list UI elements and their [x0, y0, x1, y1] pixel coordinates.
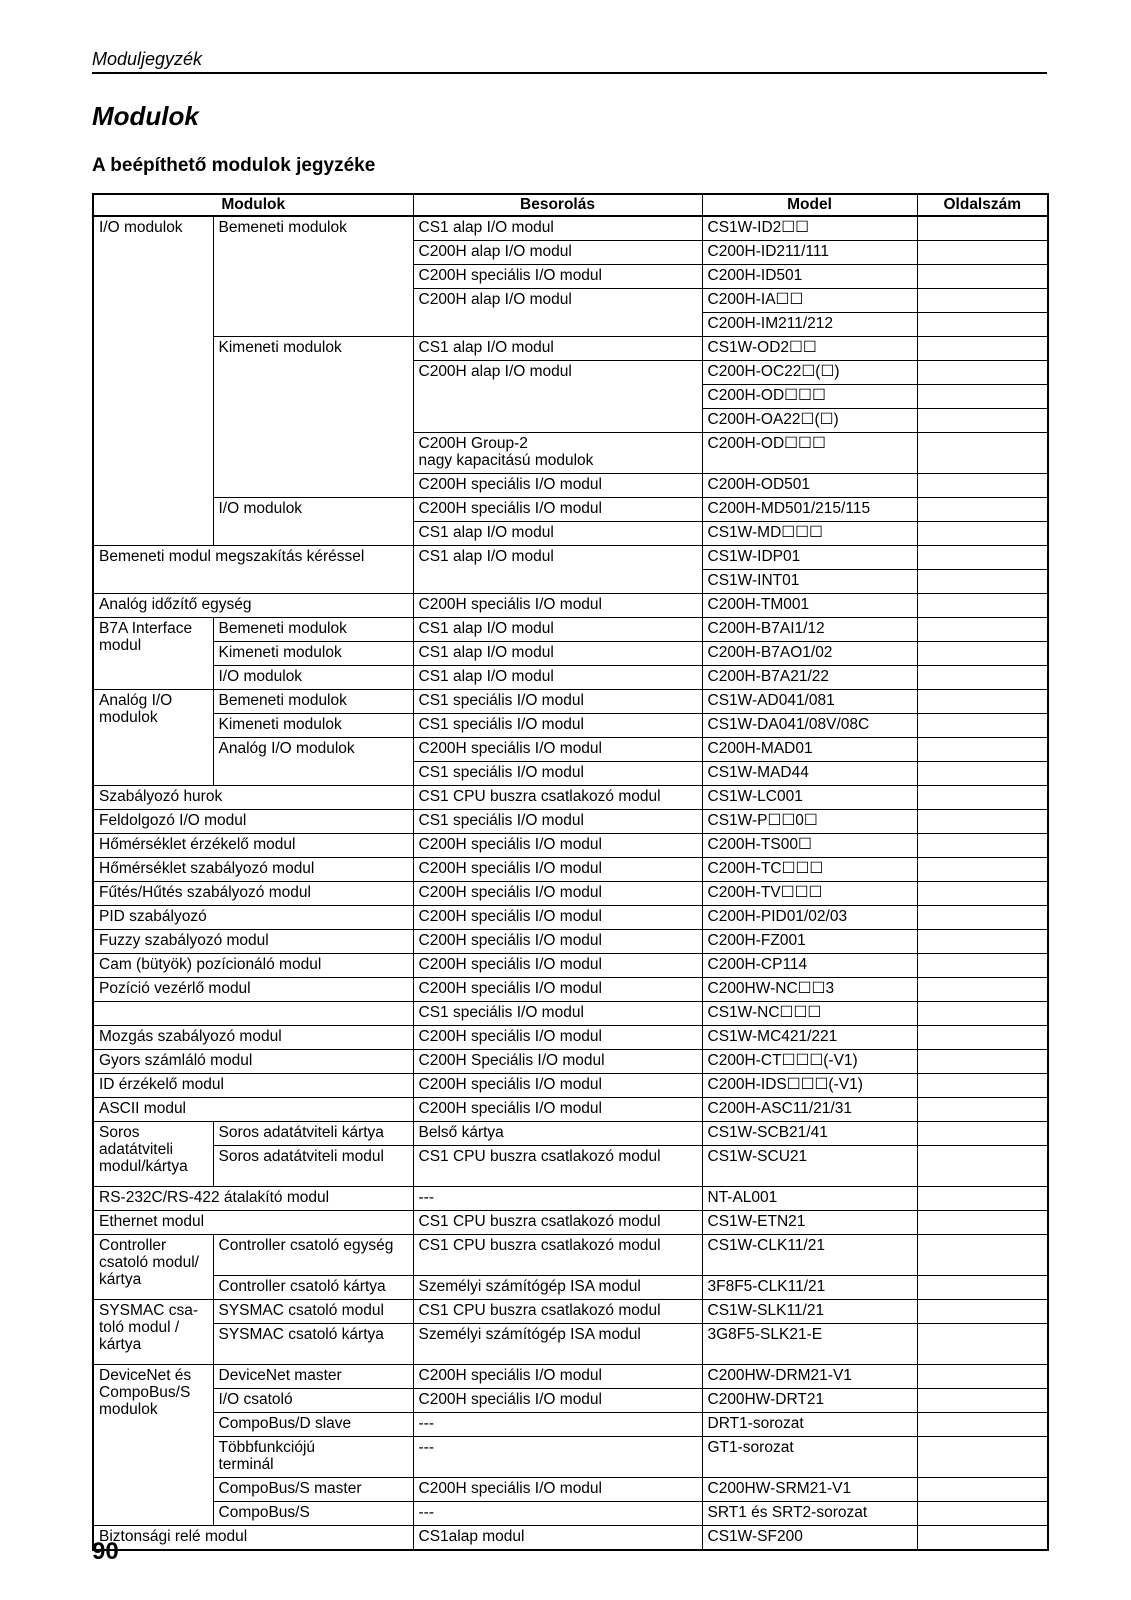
table-cell: CS1 speciális I/O modul	[413, 714, 702, 738]
table-cell: ID érzékelő modul	[93, 1074, 413, 1098]
table-cell: CompoBus/S	[213, 1502, 413, 1526]
table-cell: CS1W-ID2☐☐	[702, 216, 917, 241]
table-cell: C200H speciális I/O modul	[413, 1365, 702, 1389]
table-cell: C200H-B7A21/22	[702, 666, 917, 690]
table-cell: Gyors számláló modul	[93, 1050, 413, 1074]
table-cell: C200H Speciális I/O modul	[413, 1050, 702, 1074]
table-cell	[917, 361, 1048, 385]
table-cell: ---	[413, 1502, 702, 1526]
table-cell: CS1 CPU buszra csatlakozó modul	[413, 1235, 702, 1276]
table-row	[93, 1002, 1048, 1026]
table-cell: Pozíció vezérlő modul	[93, 978, 413, 1002]
table-cell	[917, 1002, 1048, 1026]
table-cell: CS1W-MAD44	[702, 762, 917, 786]
table-cell	[917, 1526, 1048, 1551]
table-cell: CS1W-DA041/08V/08C	[702, 714, 917, 738]
table-cell: C200H speciális I/O modul	[413, 906, 702, 930]
table-cell	[917, 1478, 1048, 1502]
table-cell: Fuzzy szabályozó modul	[93, 930, 413, 954]
table-cell	[917, 714, 1048, 738]
page-number: 90	[92, 1538, 119, 1565]
table-cell	[917, 337, 1048, 361]
table-cell: C200H-IDS☐☐☐(-V1)	[702, 1074, 917, 1098]
table-cell: C200HW-DRT21	[702, 1389, 917, 1413]
table-cell	[917, 409, 1048, 433]
table-cell: 3F8F5-CLK11/21	[702, 1276, 917, 1300]
table-cell: C200H-OC22☐(☐)	[702, 361, 917, 385]
table-cell	[917, 690, 1048, 714]
table-cell: CS1W-SCU21	[702, 1146, 917, 1187]
table-row	[93, 1413, 1048, 1437]
table-row	[93, 834, 1048, 858]
table-cell: Hőmérséklet érzékelő modul	[93, 834, 413, 858]
table-row	[93, 1122, 1048, 1146]
table-cell: Kimeneti modulok	[213, 714, 413, 738]
table-row	[93, 1146, 1048, 1187]
table-cell	[917, 546, 1048, 570]
section-title: Modulok	[92, 101, 199, 131]
table-row	[93, 858, 1048, 882]
column-header-model: Model	[702, 194, 917, 216]
table-cell: Controller csatoló modul/ kártya	[93, 1235, 213, 1300]
table-cell	[917, 289, 1048, 313]
table-cell: Controller csatoló kártya	[213, 1276, 413, 1300]
table-cell	[917, 642, 1048, 666]
table-cell: C200H-OD☐☐☐	[702, 433, 917, 474]
table-cell	[917, 1389, 1048, 1413]
table-cell	[917, 858, 1048, 882]
table-cell	[917, 810, 1048, 834]
table-cell	[917, 474, 1048, 498]
table-cell: CS1 alap I/O modul	[413, 337, 702, 361]
table-row	[93, 930, 1048, 954]
table-cell	[917, 1235, 1048, 1276]
table-cell: C200H alap I/O modul	[413, 241, 702, 265]
table-cell: C200H-CT☐☐☐(-V1)	[702, 1050, 917, 1074]
table-cell	[917, 1122, 1048, 1146]
column-header-besorolas: Besorolás	[413, 194, 702, 216]
table-cell: CS1 alap I/O modul	[413, 666, 702, 690]
table-cell	[917, 954, 1048, 978]
table-cell: CS1 speciális I/O modul	[413, 762, 702, 786]
table-cell: CS1 CPU buszra csatlakozó modul	[413, 1146, 702, 1187]
table-cell: Kimeneti modulok	[213, 642, 413, 666]
table-cell	[917, 1324, 1048, 1365]
table-cell: Soros adatátviteli kártya	[213, 1122, 413, 1146]
table-cell: Mozgás szabályozó modul	[93, 1026, 413, 1050]
table-cell: CS1W-MC421/221	[702, 1026, 917, 1050]
table-cell: I/O csatoló	[213, 1389, 413, 1413]
table-cell: C200H-FZ001	[702, 930, 917, 954]
table-cell: CS1W-AD041/081	[702, 690, 917, 714]
table-row	[93, 666, 1048, 690]
table-cell: CS1 alap I/O modul	[413, 642, 702, 666]
table-cell: ---	[413, 1437, 702, 1478]
table-row	[93, 1211, 1048, 1235]
table-cell: C200H speciális I/O modul	[413, 738, 702, 762]
table-cell	[917, 385, 1048, 409]
table-cell: CS1 speciális I/O modul	[413, 1002, 702, 1026]
table-cell: Analóg I/O modulok	[93, 690, 213, 786]
table-row	[93, 1437, 1048, 1478]
table-cell	[917, 906, 1048, 930]
table-cell: GT1-sorozat	[702, 1437, 917, 1478]
table-cell: CS1W-SLK11/21	[702, 1300, 917, 1324]
table-cell: CS1W-P☐☐0☐	[702, 810, 917, 834]
table-row	[93, 337, 1048, 361]
table-cell: C200H-IA☐☐	[702, 289, 917, 313]
module-list-table	[92, 193, 1049, 1551]
table-cell: Controller csatoló egység	[213, 1235, 413, 1276]
table-cell: C200H-B7AO1/02	[702, 642, 917, 666]
table-cell: C200HW-SRM21-V1	[702, 1478, 917, 1502]
table-cell: ASCII modul	[93, 1098, 413, 1122]
table-cell	[917, 1276, 1048, 1300]
table-cell	[917, 1365, 1048, 1389]
table-cell: Személyi számítógép ISA modul	[413, 1324, 702, 1365]
table-row	[93, 1026, 1048, 1050]
table-cell: ---	[413, 1187, 702, 1211]
running-head: Moduljegyzék	[92, 49, 203, 69]
column-header-oldalszam: Oldalszám	[917, 194, 1048, 216]
table-cell	[917, 594, 1048, 618]
table-cell: CS1 CPU buszra csatlakozó modul	[413, 1211, 702, 1235]
table-cell: Soros adatátviteli modul/kártya	[93, 1122, 213, 1187]
table-cell: C200H speciális I/O modul	[413, 930, 702, 954]
table-cell: Kimeneti modulok	[213, 337, 413, 498]
table-cell: Bemeneti modul megszakítás kéréssel	[93, 546, 413, 594]
table-cell: C200H speciális I/O modul	[413, 1098, 702, 1122]
table-cell: 3G8F5-SLK21-E	[702, 1324, 917, 1365]
table-row	[93, 1098, 1048, 1122]
table-cell: C200H alap I/O modul	[413, 361, 702, 433]
table-cell: CS1 CPU buszra csatlakozó modul	[413, 786, 702, 810]
table-row	[93, 810, 1048, 834]
table-cell: Személyi számítógép ISA modul	[413, 1276, 702, 1300]
table-cell: C200H-B7AI1/12	[702, 618, 917, 642]
table-cell: CS1 speciális I/O modul	[413, 690, 702, 714]
table-cell: Analóg I/O modulok	[213, 738, 413, 786]
table-cell: PID szabályozó	[93, 906, 413, 930]
table-row	[93, 1502, 1048, 1526]
table-cell: NT-AL001	[702, 1187, 917, 1211]
table-row	[93, 1365, 1048, 1389]
table-cell	[917, 1437, 1048, 1478]
table-cell: CS1alap modul	[413, 1526, 702, 1551]
table-cell	[917, 216, 1048, 241]
table-row	[93, 786, 1048, 810]
table-cell: C200H-OA22☐(☐)	[702, 409, 917, 433]
table-cell	[917, 666, 1048, 690]
table-cell: C200H speciális I/O modul	[413, 978, 702, 1002]
table-cell: C200H speciális I/O modul	[413, 954, 702, 978]
table-cell	[917, 786, 1048, 810]
table-cell	[917, 762, 1048, 786]
table-cell: SYSMAC csa- toló modul / kártya	[93, 1300, 213, 1365]
table-cell: Feldolgozó I/O modul	[93, 810, 413, 834]
table-row	[93, 714, 1048, 738]
table-cell	[917, 1074, 1048, 1098]
table-row	[93, 498, 1048, 522]
table-cell	[917, 498, 1048, 522]
table-cell	[917, 1187, 1048, 1211]
table-cell: Bemeneti modulok	[213, 216, 413, 337]
table-cell: SRT1 és SRT2-sorozat	[702, 1502, 917, 1526]
table-cell: Többfunkciójú terminál	[213, 1437, 413, 1478]
table-cell	[917, 1146, 1048, 1187]
table-cell: C200H-OD☐☐☐	[702, 385, 917, 409]
table-cell: C200H-TS00☐	[702, 834, 917, 858]
table-cell: C200H speciális I/O modul	[413, 1074, 702, 1098]
table-cell	[917, 978, 1048, 1002]
table-cell: CS1W-SCB21/41	[702, 1122, 917, 1146]
table-body	[93, 216, 1048, 1550]
table-cell: C200H-TV☐☐☐	[702, 882, 917, 906]
column-header-modulok: Modulok	[93, 194, 413, 216]
table-cell	[93, 1002, 413, 1026]
table-row	[93, 882, 1048, 906]
table-cell	[917, 313, 1048, 337]
table-cell: CS1 CPU buszra csatlakozó modul	[413, 1300, 702, 1324]
table-row	[93, 642, 1048, 666]
table-cell	[917, 1300, 1048, 1324]
table-cell: C200H speciális I/O modul	[413, 498, 702, 522]
header-rule	[92, 72, 1047, 74]
table-cell	[917, 882, 1048, 906]
table-row	[93, 978, 1048, 1002]
table-cell: C200H-OD501	[702, 474, 917, 498]
table-cell: CS1W-INT01	[702, 570, 917, 594]
table-cell: Bemeneti modulok	[213, 618, 413, 642]
table-cell: Szabályozó hurok	[93, 786, 413, 810]
table-cell: DeviceNet master	[213, 1365, 413, 1389]
table-cell	[917, 1098, 1048, 1122]
table-row	[93, 954, 1048, 978]
table-cell: I/O modulok	[213, 498, 413, 546]
table-cell	[917, 241, 1048, 265]
table-cell: CS1 alap I/O modul	[413, 522, 702, 546]
table-cell	[917, 738, 1048, 762]
table-cell: Belső kártya	[413, 1122, 702, 1146]
table-row	[93, 1300, 1048, 1324]
table-cell: CS1W-CLK11/21	[702, 1235, 917, 1276]
table-row	[93, 1187, 1048, 1211]
table-cell: CS1 alap I/O modul	[413, 216, 702, 241]
table-cell: SYSMAC csatoló modul	[213, 1300, 413, 1324]
table-cell: CS1W-MD☐☐☐	[702, 522, 917, 546]
table-cell: C200H speciális I/O modul	[413, 834, 702, 858]
table-cell: Ethernet modul	[93, 1211, 413, 1235]
table-cell: C200H-CP114	[702, 954, 917, 978]
table-cell	[917, 433, 1048, 474]
table-row	[93, 1526, 1048, 1551]
table-cell: C200H-ID211/111	[702, 241, 917, 265]
table-cell	[917, 1502, 1048, 1526]
table-cell: C200H-PID01/02/03	[702, 906, 917, 930]
table-row	[93, 618, 1048, 642]
table-cell	[917, 1413, 1048, 1437]
table-cell: SYSMAC csatoló kártya	[213, 1324, 413, 1365]
table-cell	[917, 522, 1048, 546]
table-cell: CS1W-SF200	[702, 1526, 917, 1551]
table-cell: RS-232C/RS-422 átalakító modul	[93, 1187, 413, 1211]
table-cell: I/O modulok	[213, 666, 413, 690]
table-cell	[917, 1050, 1048, 1074]
table-cell: CS1 speciális I/O modul	[413, 810, 702, 834]
table-cell: CS1W-NC☐☐☐	[702, 1002, 917, 1026]
table-row	[93, 1478, 1048, 1502]
table-row	[93, 594, 1048, 618]
table-cell: Biztonsági relé modul	[93, 1526, 413, 1551]
table-cell: C200H speciális I/O modul	[413, 1026, 702, 1050]
table-row	[93, 1276, 1048, 1300]
table-cell: C200H speciális I/O modul	[413, 882, 702, 906]
table-row	[93, 216, 1048, 241]
table-cell	[917, 930, 1048, 954]
table-cell	[917, 834, 1048, 858]
table-cell: CS1 alap I/O modul	[413, 618, 702, 642]
table-cell: CS1W-IDP01	[702, 546, 917, 570]
table-cell: Fűtés/Hűtés szabályozó modul	[93, 882, 413, 906]
table-row	[93, 1324, 1048, 1365]
table-row	[93, 1050, 1048, 1074]
table-row	[93, 1235, 1048, 1276]
table-row	[93, 738, 1048, 762]
table-cell: ---	[413, 1413, 702, 1437]
table-cell: C200H Group-2 nagy kapacitású modulok	[413, 433, 702, 474]
table-cell	[917, 618, 1048, 642]
table-cell: CompoBus/D slave	[213, 1413, 413, 1437]
table-cell: Hőmérséklet szabályozó modul	[93, 858, 413, 882]
table-cell: Analóg időzítő egység	[93, 594, 413, 618]
table-cell: C200H-MAD01	[702, 738, 917, 762]
table-row	[93, 690, 1048, 714]
table-cell: C200H-ID501	[702, 265, 917, 289]
table-cell	[917, 265, 1048, 289]
table-row	[93, 546, 1048, 570]
table-cell: B7A Interface modul	[93, 618, 213, 690]
table-cell	[917, 1211, 1048, 1235]
table-row	[93, 1074, 1048, 1098]
table-cell: CS1 alap I/O modul	[413, 546, 702, 594]
table-cell: I/O modulok	[93, 216, 213, 546]
table-cell: C200HW-NC☐☐3	[702, 978, 917, 1002]
table-cell: CompoBus/S master	[213, 1478, 413, 1502]
table-row	[93, 906, 1048, 930]
table-cell: C200H-MD501/215/115	[702, 498, 917, 522]
table-cell: C200H speciális I/O modul	[413, 594, 702, 618]
table-cell: C200H alap I/O modul	[413, 289, 702, 337]
table-header-row	[93, 194, 1048, 216]
table-cell: C200HW-DRM21-V1	[702, 1365, 917, 1389]
table-cell: CS1W-OD2☐☐	[702, 337, 917, 361]
table-cell: Bemeneti modulok	[213, 690, 413, 714]
table-cell: CS1W-LC001	[702, 786, 917, 810]
table-cell: CS1W-ETN21	[702, 1211, 917, 1235]
table-cell: C200H-TC☐☐☐	[702, 858, 917, 882]
table-cell: C200H speciális I/O modul	[413, 265, 702, 289]
table-cell: C200H speciális I/O modul	[413, 1478, 702, 1502]
table-cell: C200H-TM001	[702, 594, 917, 618]
table-cell: C200H speciális I/O modul	[413, 858, 702, 882]
table-cell	[917, 1026, 1048, 1050]
table-cell: C200H speciális I/O modul	[413, 1389, 702, 1413]
table-cell: DeviceNet és CompoBus/S modulok	[93, 1365, 213, 1526]
table-cell: C200H-IM211/212	[702, 313, 917, 337]
subsection-title: A beépíthető modulok jegyzéke	[92, 155, 376, 176]
table-cell: C200H speciális I/O modul	[413, 474, 702, 498]
table-cell: C200H-ASC11/21/31	[702, 1098, 917, 1122]
table-cell: Soros adatátviteli modul	[213, 1146, 413, 1187]
table-cell: Cam (bütyök) pozícionáló modul	[93, 954, 413, 978]
table-cell: DRT1-sorozat	[702, 1413, 917, 1437]
table-cell	[917, 570, 1048, 594]
table-row	[93, 1389, 1048, 1413]
